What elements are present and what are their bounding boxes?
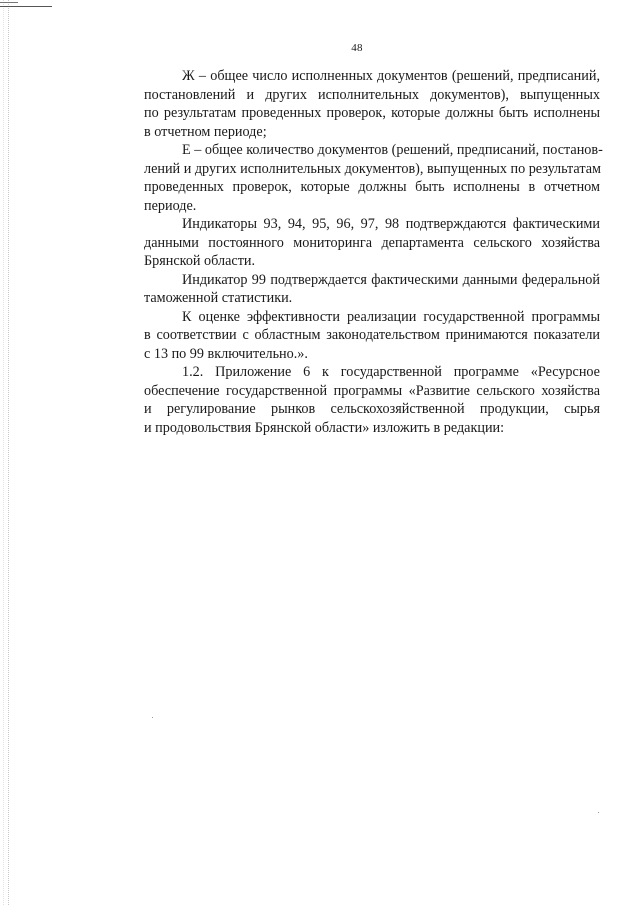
text-line: 1.2. Приложение 6 к государственной программе «Ресурсное: [182, 364, 600, 380]
page-number: 48: [351, 42, 363, 54]
paragraph-definition-e: [106, 141, 603, 215]
scan-edge-mark: [3, 0, 4, 905]
scan-artifact-line: [0, 2, 18, 3]
scan-speck: [598, 812, 599, 813]
paragraph-item-1-2: [106, 363, 600, 437]
text-line: данными постоянного мониторинга департамента сельского хозяйства: [144, 234, 600, 251]
text-line: Е – общее количество документов (решений, предписаний, постанов-: [182, 142, 603, 158]
text-line: К оценке эффективности реализации государственной программы: [182, 308, 600, 325]
text-line: лений и других исполнительных документов), выпущенных по результатам: [144, 160, 602, 177]
scan-artifact-line: [0, 6, 52, 7]
paragraph-indicator-99: [106, 271, 600, 308]
text-line: Ж – общее число исполненных документов (решений, предписаний,: [182, 68, 600, 84]
text-line: обеспечение государственной программы «Развитие сельского хозяйства: [144, 382, 600, 399]
paragraph-indicators-93-98: [106, 215, 600, 271]
text-line: с 13 по 99 включительно.».: [144, 345, 308, 362]
text-line: Индикаторы 93, 94, 95, 96, 97, 98 подтверждаются фактическими: [182, 216, 600, 232]
document-body: [106, 67, 603, 437]
text-line: в соответствии с областным законодательством принимаются показатели: [144, 327, 600, 343]
scan-edge-mark: [8, 0, 9, 905]
text-line: Индикатор 99 подтверждается фактическими данными федеральной: [182, 271, 600, 288]
text-line: и регулирование рынков сельскохозяйственной продукции, сырья: [144, 401, 600, 417]
text-line: в отчетном периоде;: [144, 123, 267, 140]
text-line: постановлений и других исполнительных документов), выпущенных: [144, 86, 600, 103]
text-line: таможенной статистики.: [144, 290, 293, 306]
text-line: и продовольствия Брянской области» изложить в редакции:: [144, 419, 505, 436]
paragraph-definition-zh: [106, 67, 600, 141]
text-line: по результатам проведенных проверок, которые должны быть исполнены: [144, 105, 600, 121]
text-line: периоде.: [144, 197, 197, 214]
text-line: проведенных проверок, которые должны быть исполнены в отчетном: [144, 179, 600, 195]
paragraph-efficiency-assessment: [106, 308, 600, 364]
scan-speck: [152, 717, 153, 718]
text-line: Брянской области.: [144, 253, 256, 269]
